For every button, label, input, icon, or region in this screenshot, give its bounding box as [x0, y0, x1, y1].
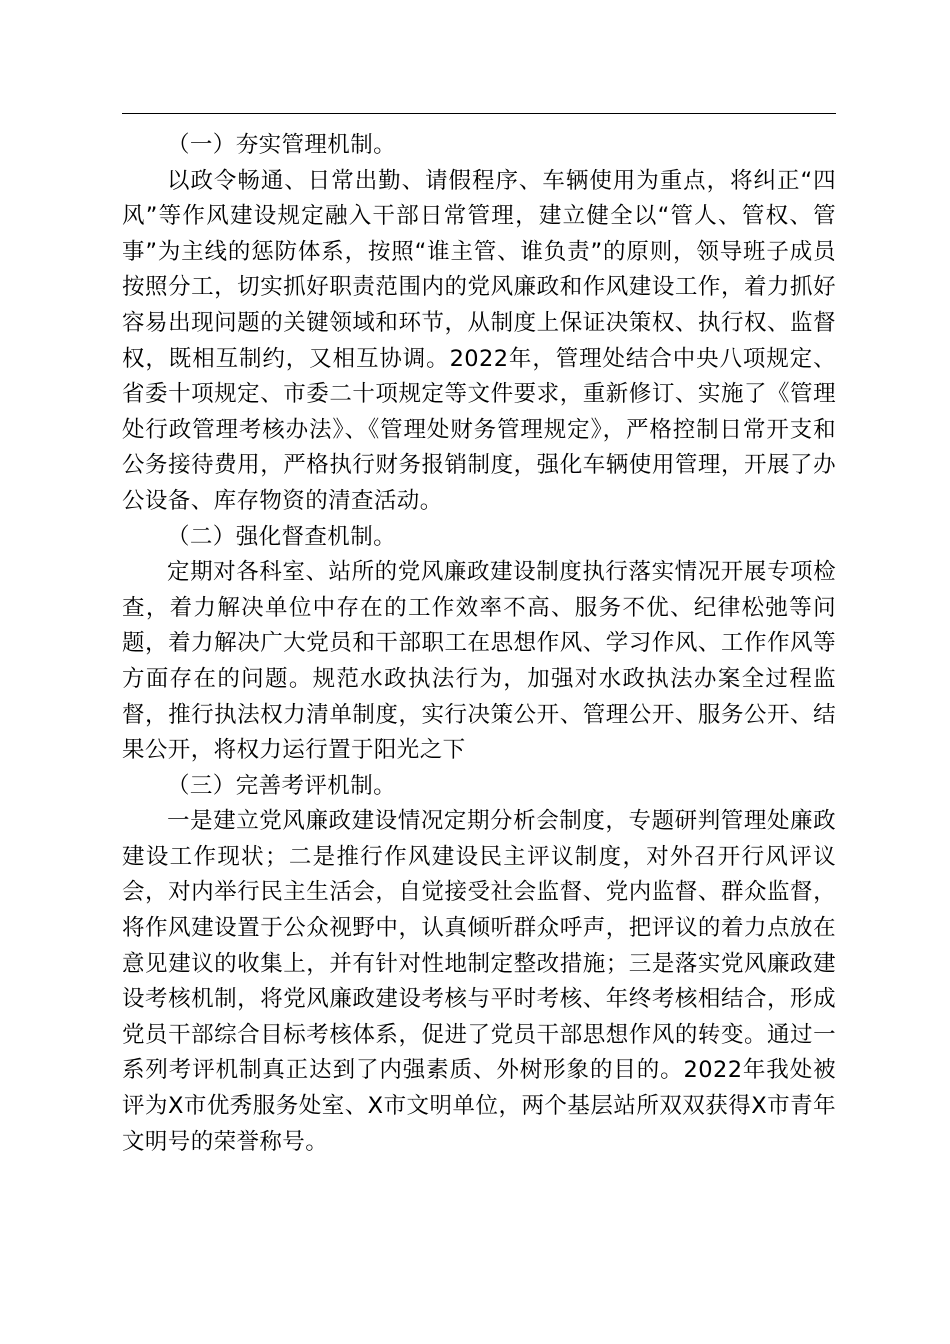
section-heading-3: （三）完善考评机制。: [167, 772, 397, 799]
section-body-3: 一是建立党风廉政建设情况定期分析会制度，专题研判管理处廉政建设工作现状；二是推行作风建设民主评议制度，对外召开行风评议会，对内举行民主生活会，自觉接受社会监督、党内监督、群众监督，将作风建设置于公众视野中，认真倾听群众呼声，把评议的着力点放在意见建议的收集上，并有针对性地制定整改措施；三是落实党风廉政建设考核机制，将党风廉政建设考核与平时考核、年终考核相结合，形成党员干部综合目标考核体系，促进了党员干部思想作风的转变。通过一系列考评机制真正达到了内强素质、外树形象的目的。2022年我处被评为X市优秀服务处室、X市文明单位，两个基层站所双双获得X市青年文明号的荣誉称号。: [122, 808, 836, 1155]
section-body-1: 以政令畅通、日常出勤、请假程序、车辆使用为重点，将纠正“四风”等作风建设规定融入干部日常管理，建立健全以“管人、管权、管事”为主线的惩防体系，按照“谁主管、谁负责”的原则，领导班子成员按照分工，切实抓好职责范围内的党风廉政和作风建设工作，着力抓好容易出现问题的关键领域和环节，从制度上保证决策权、执行权、监督权，既相互制约，又相互协调。2022年，管理处结合中央八项规定、省委十项规定、市委二十项规定等文件要求，重新修订、实施了《管理处行政管理考核办法》、《管理处财务管理规定》，严格控制日常开支和公务接待费用，严格执行财务报销制度，强化车辆使用管理，开展了办公设备、库存物资的清查活动。: [122, 167, 836, 514]
section-heading-1: （一）夯实管理机制。: [167, 132, 397, 158]
section-body-2: 定期对各科室、站所的党风廉政建设制度执行落实情况开展专项检查，着力解决单位中存在的工作效率不高、服务不优、纪律松弛等问题，着力解决广大党员和干部职工在思想作风、学习作风、工作作风等方面存在的问题。规范水政执法行为，加强对水政执法办案全过程监督，推行执法权力清单制度，实行决策公开、管理公开、服务公开、结果公开，将权力运行置于阳光之下: [122, 559, 836, 764]
document-body: [122, 128, 836, 1160]
section-heading-2: （二）强化督查机制。: [167, 523, 397, 550]
header-rule: [122, 113, 836, 114]
